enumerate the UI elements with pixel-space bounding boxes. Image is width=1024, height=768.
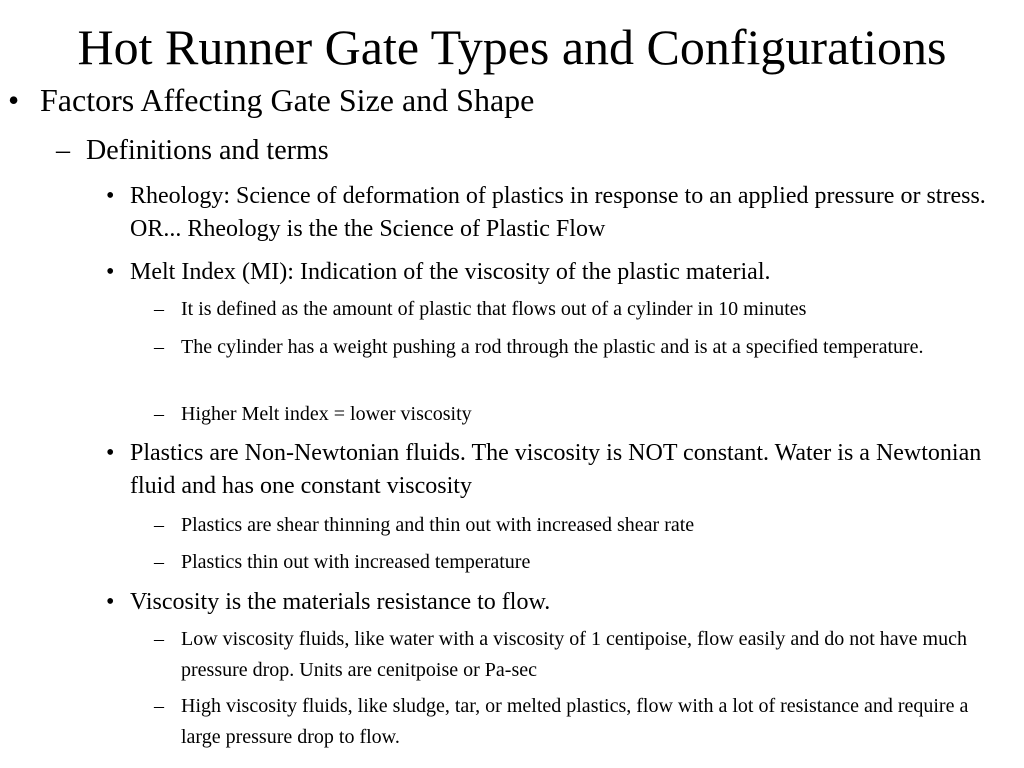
sub-bullet-temperature bbox=[154, 547, 1011, 578]
dash-marker: – bbox=[56, 135, 70, 166]
dash-marker: – bbox=[154, 403, 164, 425]
dash-marker: – bbox=[154, 514, 164, 536]
dash-marker: – bbox=[154, 695, 164, 717]
sub-bullet-text: Plastics thin out with increased temperature bbox=[181, 551, 531, 573]
sub-bullet-text: High viscosity fluids, like sludge, tar, or melted plastics, flow with a lot of resistance and require a large pressure drop to flow. bbox=[181, 695, 969, 748]
bullet-text: Melt Index (MI): Indication of the viscosity of the plastic material. bbox=[130, 259, 771, 285]
sub-bullet-mi-definition bbox=[154, 294, 1011, 325]
dash-marker: – bbox=[154, 551, 164, 573]
bullet-viscosity bbox=[106, 586, 1020, 619]
bullet-text: Plastics are Non-Newtonian fluids. The viscosity is NOT constant. Water is a Newtonian fluid and has one constant viscosity bbox=[130, 440, 982, 499]
bullet-rheology bbox=[106, 180, 1020, 246]
sub-bullet-high-viscosity bbox=[154, 691, 1011, 753]
sub-bullet-text: Higher Melt index = lower viscosity bbox=[181, 403, 472, 425]
sub-bullet-text: It is defined as the amount of plastic that flows out of a cylinder in 10 minutes bbox=[181, 298, 807, 320]
bullet-marker: • bbox=[106, 259, 115, 285]
bullet-text: Rheology: Science of deformation of plastics in response to an applied pressure or stress. OR... Rheology is the the Science of Plastic Flow bbox=[130, 183, 986, 242]
dash-marker: – bbox=[154, 298, 164, 320]
dash-marker: – bbox=[154, 628, 164, 650]
bullet-marker: • bbox=[106, 589, 115, 615]
bullet-text: Definitions and terms bbox=[86, 135, 329, 166]
bullet-text: Factors Affecting Gate Size and Shape bbox=[40, 82, 535, 118]
sub-bullet-text: Low viscosity fluids, like water with a viscosity of 1 centipoise, flow easily and do not have much pressure drop. Units are cenitpoise or Pa-sec bbox=[181, 628, 967, 681]
sub-bullet-shear-thinning bbox=[154, 510, 1011, 541]
sub-bullet-mi-higher bbox=[154, 399, 1011, 430]
bullet-factors-affecting-gate bbox=[8, 81, 1010, 119]
sub-bullet-text: Plastics are shear thinning and thin out with increased shear rate bbox=[181, 514, 695, 536]
slide-title: Hot Runner Gate Types and Configurations bbox=[77, 19, 947, 75]
bullet-melt-index bbox=[106, 256, 1020, 289]
sub-bullet-low-viscosity bbox=[154, 624, 1011, 686]
bullet-non-newtonian bbox=[106, 437, 1020, 503]
bullet-marker: • bbox=[8, 82, 20, 118]
bullet-marker: • bbox=[106, 440, 115, 466]
sub-bullet-mi-cylinder bbox=[154, 332, 1011, 363]
bullet-definitions-and-terms bbox=[56, 134, 1010, 168]
bullet-marker: • bbox=[106, 183, 115, 209]
bullet-text: Viscosity is the materials resistance to flow. bbox=[130, 589, 551, 615]
sub-bullet-text: The cylinder has a weight pushing a rod through the plastic and is at a specified temperature. bbox=[181, 336, 924, 358]
dash-marker: – bbox=[154, 336, 164, 358]
